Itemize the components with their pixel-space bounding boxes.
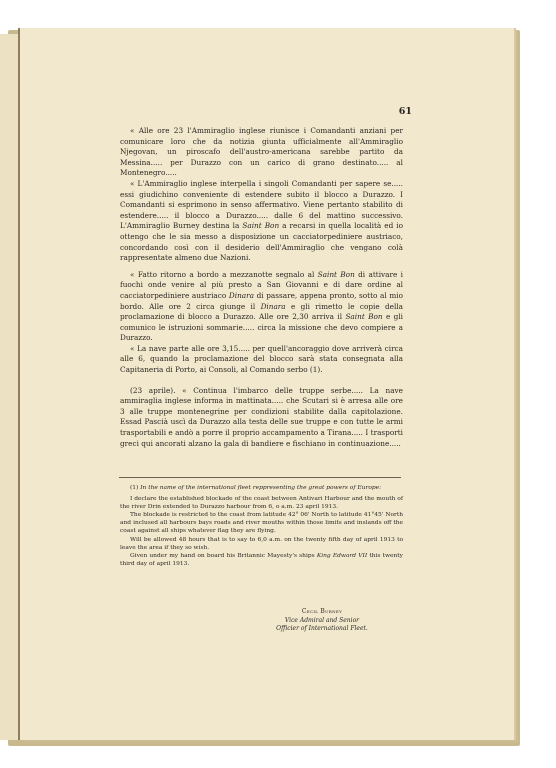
text-run: e gli comunico le istruzioni sommarie..... circa la missione che devo compiere a Durazzo. <box>120 312 404 343</box>
italic-run: King Edward VII <box>316 552 368 559</box>
paragraph-1 <box>120 126 403 179</box>
italic-run: Saint Bon <box>242 221 280 231</box>
italic-run: Dinara <box>260 301 286 311</box>
signature-title-2: Officier of International Fleet. <box>276 625 368 633</box>
text-run: « La nave parte alle ore 3,15..... per quell'ancoraggio dove arriverà circa alle 6, quando la proclamazione del blocco sarà stata consegnata alla Capitaneria di Porto, ai Consoli, al Comando serbo (1). <box>120 343 403 375</box>
text-run: di attivare i fuochi onde venire al più presto a San Giovanni e di dare ordine al cacciatorpediniere austriaco <box>120 269 404 300</box>
text-run: e gli rimetto le copie della proclamazione di blocco a Durazzo. Alle ore 2,30 arriva il <box>120 301 403 322</box>
text-run: Will be allowed 48 hours that is to say to 6,0 a.m. on the twenty fifth day of april 1913 to leave the area if they so wish. <box>120 536 403 551</box>
text-run: this twenty third day of april 1913. <box>120 552 403 567</box>
italic-run: Saint Bon <box>345 312 383 322</box>
footnote-paragraph-3 <box>120 536 403 552</box>
footnote-paragraph-4 <box>120 552 403 568</box>
footnote-heading-text: In the name of the international fleet reppresenting the great powers of Europe: <box>140 485 382 491</box>
paragraph-2 <box>120 179 403 264</box>
footnote-paragraph-2 <box>120 511 403 535</box>
text-run: « L'Ammiraglio inglese interpella i singoli Comandanti per sapere se..... essi giudichino conveniente di estendere subito il blocco a Durazzo. I Comandanti si esprimono in senso affermativo. Viene pertanto stabilito di estendere..... il blocco a Durazzo..... dalle 6 del mattino successivo. L'Ammiraglio Burney destina la <box>120 178 403 231</box>
signature-name: Cecil Burney <box>301 608 343 615</box>
footnote-separator <box>119 477 401 478</box>
footnote <box>120 484 403 568</box>
text-run: « Alle ore 23 l'Ammiraglio inglese riunisce i Comandanti anziani per comunicare loro che da notizia giunta ufficialmente all'Ammiraglio Njegovan, un piroscafo dell'austro-americana sarebbe partito da Messina..... per Durazzo con un carico di grano destinato..... al Montenegro..... <box>120 126 403 178</box>
text-run: di passare, appena pronto, sotto al mio bordo. Alle ore 2 circa giunge il <box>120 290 403 311</box>
italic-run: Saint Bon <box>317 269 355 279</box>
signature-title-1: Vice Admiral and Senior <box>284 616 360 624</box>
signature-block <box>240 608 404 634</box>
paragraph-3 <box>120 270 403 344</box>
footnote-heading <box>120 484 403 492</box>
text-run: a recarsi in quella località ed io ottengo che le sia messo a disposizione un cacciatorpediniere austriaco, concordando così con il desiderio dell'Ammiraglio che vengano colà rappresentate almeno due Nazioni. <box>120 221 403 263</box>
text-run: The blockade is restricted to the coast from latitude 42° 06' North to latitude 41°45' North and inclused all harbours bays roads and river mouths within those limits and inslands off the coast against all ships whatever flag they are flying. <box>120 512 403 535</box>
paragraph-5 <box>120 386 403 450</box>
footnote-marker: (1) <box>130 485 139 491</box>
text-run: (23 aprile). « Continua l'imbarco delle truppe serbe..... La nave ammiraglia inglese informa in mattinata..... che Scutari si è arresa alle ore 3 alle truppe montenegrine per condizioni stabilite dalla capitolazione. Essad Pascià uscì da Durazzo alla testa delle sue truppe e con tutte le armi trasportabili e andò a porre il proprio accampamento a Tirana..... I trasporti greci qui ancorati alzano la gala di bandiere e fischiano in continuazione..... <box>120 385 403 448</box>
main-text <box>120 126 403 449</box>
italic-run: Dinara <box>228 290 254 300</box>
text-run: Given under my hand on board his Britannic Mayesty's ships <box>130 552 317 559</box>
text-run: « Fatto ritorno a bordo a mezzanotte segnalo al <box>130 269 318 279</box>
text-run: I declare the established blockade of the coast between Antivari Harbour and the mouth of the river Drin extended to Durazzo harbour from 6, o a.m. 23 april 1913. <box>120 496 403 511</box>
footnote-paragraph-1 <box>120 495 403 511</box>
paragraph-4 <box>120 344 403 376</box>
page-number: 61 <box>398 106 412 117</box>
